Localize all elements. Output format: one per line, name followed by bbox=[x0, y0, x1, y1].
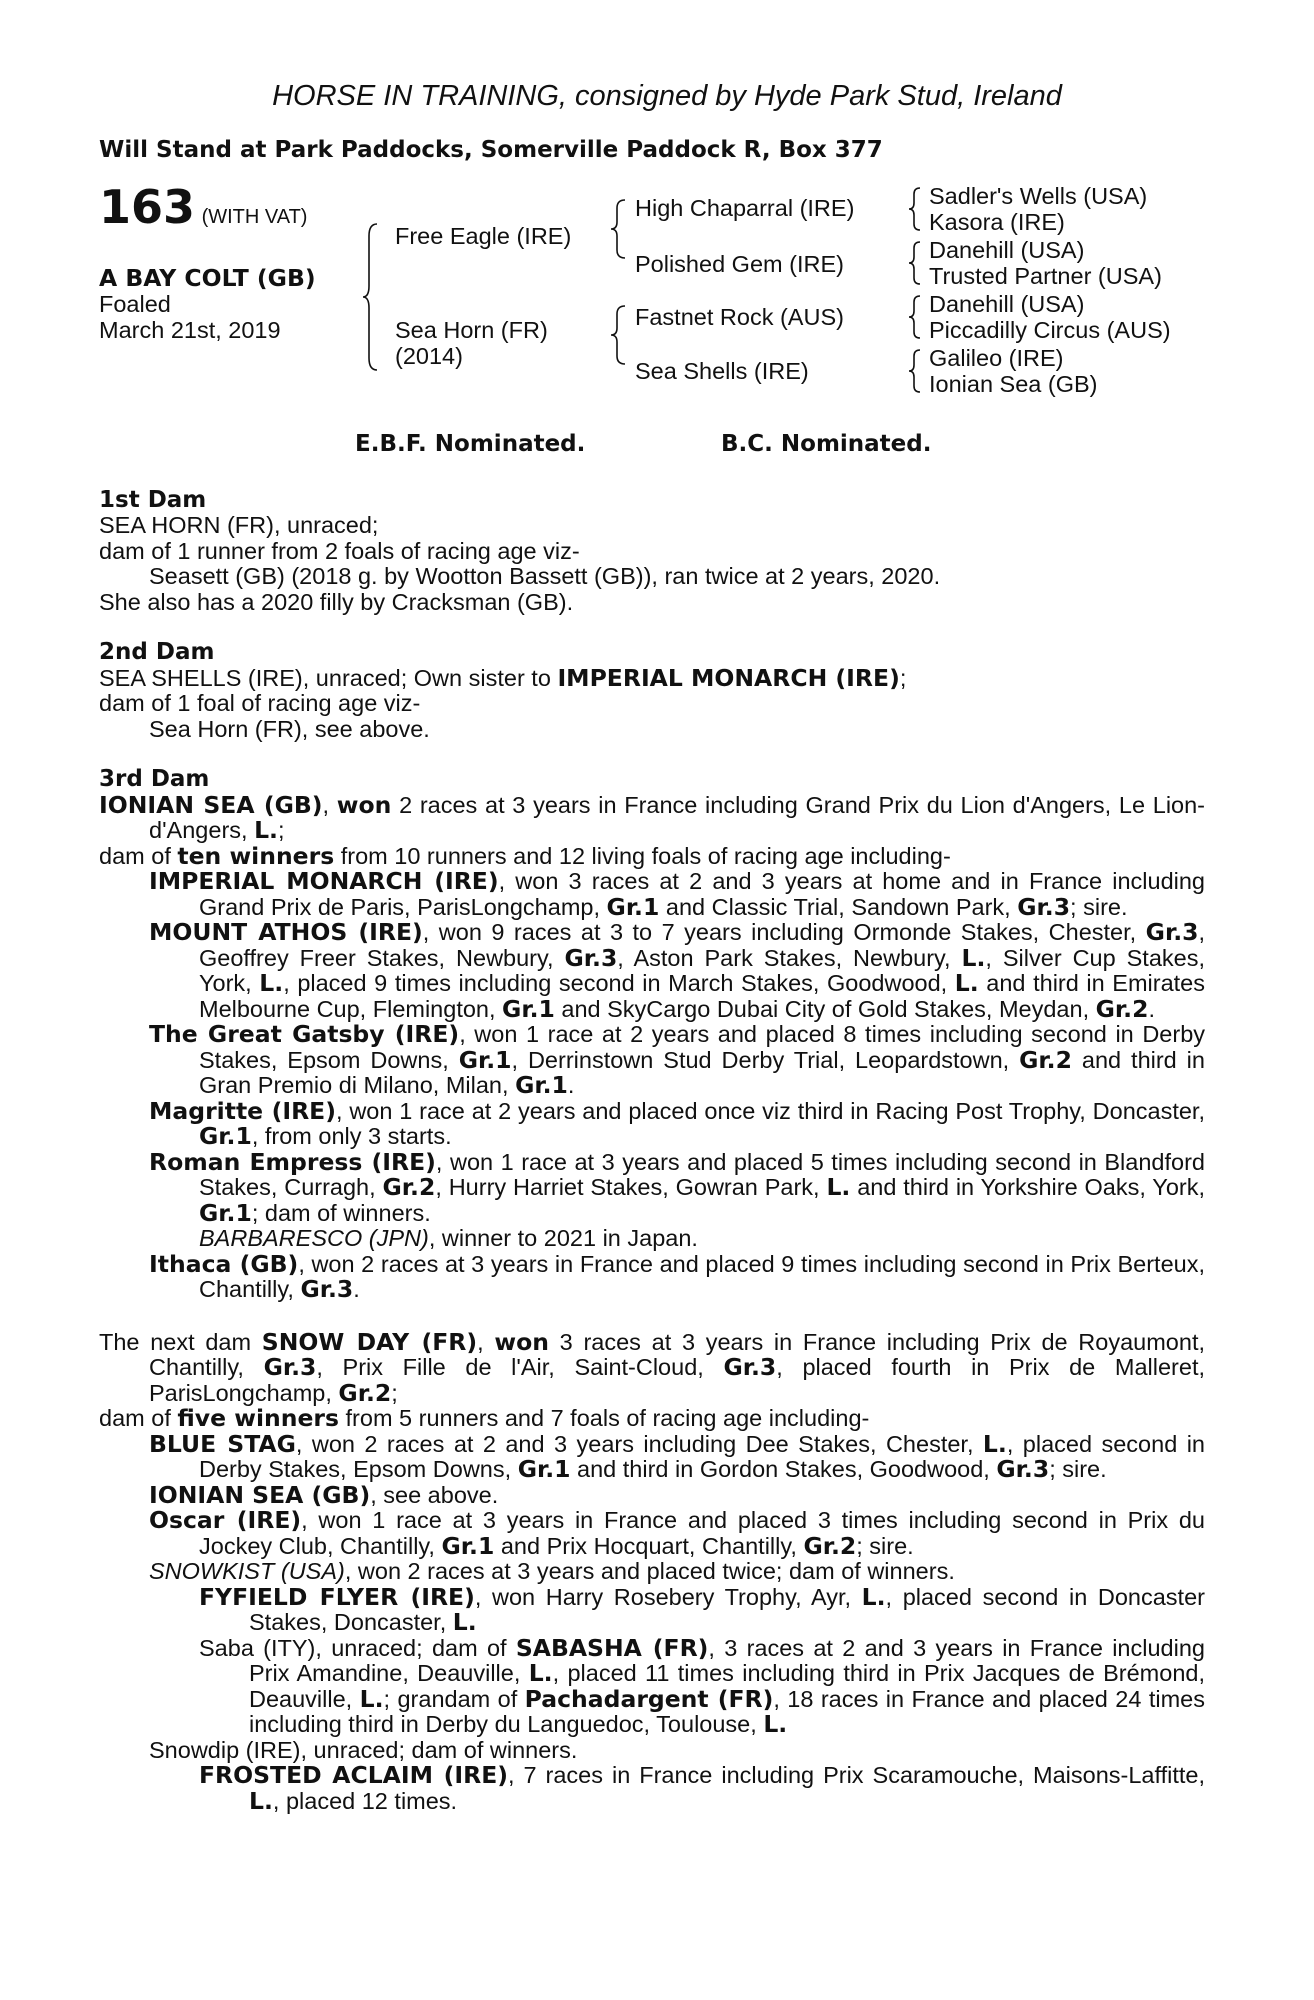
third-dam-produce bbox=[99, 841, 1205, 870]
progeny-entry bbox=[149, 1096, 1205, 1150]
grade: L. bbox=[826, 1173, 851, 1201]
text-bold: won bbox=[494, 1327, 549, 1356]
grade: Gr.1 bbox=[199, 1198, 252, 1227]
ggp-brace-3 bbox=[907, 294, 923, 340]
ggp-brace-2 bbox=[907, 240, 923, 286]
horse-name-bold: FROSTED ACLAIM (IRE) bbox=[199, 1761, 508, 1789]
second-dam-title: 2nd Dam bbox=[99, 639, 215, 665]
horse-name-bold: IONIAN SEA (GB) bbox=[99, 790, 323, 819]
grade: Gr.1 bbox=[199, 1122, 252, 1150]
foaled-date: March 21st, 2019 bbox=[99, 316, 281, 343]
ggp-6: Piccadilly Circus (AUS) bbox=[929, 316, 1171, 343]
grade: Gr.2 bbox=[382, 1173, 436, 1201]
text: , see above. bbox=[370, 1481, 499, 1508]
second-dam-line: Sea Horn (FR), see above. bbox=[149, 715, 430, 742]
grandprogeny-entry bbox=[199, 1582, 1205, 1636]
horse-name-bold: IONIAN SEA (GB) bbox=[149, 1480, 371, 1509]
grade: L. bbox=[452, 1608, 477, 1636]
text: , won 2 races at 3 years in France and placed 9 times including second in Prix Berteux, Chantilly, bbox=[199, 1250, 1205, 1302]
progeny-entry bbox=[149, 1249, 1205, 1303]
text: Saba (ITY), unraced; dam of bbox=[199, 1634, 516, 1661]
progeny-entry bbox=[149, 1480, 1205, 1509]
text: and third in Yorkshire Oaks, York, bbox=[850, 1174, 1205, 1200]
text: 3 races at 3 years in France including Prix de Royaumont, Chantilly, bbox=[149, 1328, 1205, 1380]
text: , won 1 race at 3 years in France and placed 3 times including second in Prix du Jockey Club, Chantilly, bbox=[199, 1507, 1205, 1559]
third-dam-section bbox=[99, 767, 1205, 1303]
next-dam-entry bbox=[99, 1327, 1206, 1407]
catalogue-page bbox=[99, 80, 1205, 1814]
grade: Gr.2 bbox=[1095, 994, 1149, 1023]
stand-location: Will Stand at Park Paddocks, Somerville Paddock R, Box 377 bbox=[99, 137, 883, 163]
horse-name-bold: MOUNT ATHOS (IRE) bbox=[149, 918, 423, 946]
first-dam-section bbox=[99, 488, 1205, 616]
first-dam-title: 1st Dam bbox=[99, 486, 207, 513]
text: Snowdip (IRE), unraced; dam of winners. bbox=[149, 1736, 578, 1763]
horse-name-bold: IMPERIAL MONARCH (IRE) bbox=[149, 867, 499, 895]
text: The next dam bbox=[99, 1328, 262, 1355]
text: ; sire. bbox=[1049, 1456, 1107, 1482]
vat-note: (WITH VAT) bbox=[201, 205, 308, 228]
grade: Gr.3 bbox=[996, 1455, 1050, 1483]
progeny-entry bbox=[149, 869, 1205, 920]
text: , bbox=[322, 791, 337, 818]
text: ; bbox=[277, 817, 285, 843]
progeny-offspring bbox=[199, 1226, 1205, 1252]
grade: L. bbox=[254, 816, 278, 844]
horse-name-bold: The Great Gatsby (IRE) bbox=[149, 1020, 460, 1048]
horse-name-bold: Magritte (IRE) bbox=[149, 1096, 336, 1125]
grade: Gr.3 bbox=[300, 1275, 354, 1303]
nominations bbox=[99, 432, 1205, 462]
text: , won 1 race at 2 years and placed once viz third in Racing Post Trophy, Doncaster, bbox=[335, 1097, 1205, 1124]
text: , 7 races in France including Prix Scaramouche, Maisons-Laffitte, bbox=[508, 1762, 1205, 1788]
grade: Gr.3 bbox=[564, 943, 618, 972]
text: . bbox=[567, 1072, 575, 1098]
horse-name-bold: SABASHA (FR) bbox=[515, 1633, 709, 1662]
grade: Gr.1 bbox=[515, 1071, 568, 1099]
text: , placed 12 times. bbox=[272, 1787, 458, 1814]
sire: Free Eagle (IRE) bbox=[395, 222, 572, 249]
horse-name: A BAY COLT (GB) bbox=[99, 263, 316, 292]
progeny-entry bbox=[149, 1022, 1205, 1099]
grade: Gr.1 bbox=[441, 1531, 495, 1560]
text: SEA SHELLS (IRE), unraced; Own sister to bbox=[99, 664, 558, 691]
text: , Aston Park Stakes, Newbury, bbox=[617, 944, 962, 971]
progeny-entry bbox=[149, 920, 1205, 1022]
grandprogeny-entry bbox=[199, 1633, 1205, 1738]
bc-nominated: B.C. Nominated. bbox=[721, 430, 932, 457]
dam-sire: Fastnet Rock (AUS) bbox=[635, 303, 844, 330]
ggp-1: Sadler's Wells (USA) bbox=[929, 182, 1148, 209]
text: , won 2 races at 3 years and placed twice; dam of winners. bbox=[344, 1558, 955, 1584]
text: , placed second in Derby Stakes, Epsom Downs, bbox=[199, 1430, 1205, 1482]
grade: L. bbox=[259, 969, 284, 997]
text: , placed 11 times including third in Prix Jacques de Brémond, Deauville, bbox=[249, 1660, 1205, 1712]
grade: L. bbox=[763, 1710, 788, 1738]
second-dam-line bbox=[99, 663, 1205, 692]
ebf-nominated: E.B.F. Nominated. bbox=[355, 430, 586, 457]
text: from 10 runners and 12 living foals of racing age including- bbox=[334, 842, 951, 869]
horse-name-italic: BARBARESCO (JPN) bbox=[199, 1225, 429, 1251]
text: , placed 9 times including second in March Stakes, Goodwood, bbox=[283, 970, 955, 996]
text: , placed fourth in Prix de Malleret, ParisLongchamp, bbox=[149, 1354, 1206, 1406]
text: 2 races at 3 years in France including Grand Prix du Lion d'Angers, Le Lion-d'Angers, bbox=[149, 791, 1205, 843]
grade: Gr.2 bbox=[803, 1531, 857, 1560]
grade: L. bbox=[359, 1684, 384, 1713]
progeny-entry bbox=[149, 1147, 1205, 1227]
page-title: HORSE IN TRAINING, consigned by Hyde Park Stud, Ireland bbox=[272, 80, 1062, 112]
pedigree-block bbox=[99, 179, 1205, 432]
third-dam-entry bbox=[99, 790, 1205, 844]
text: . bbox=[1148, 995, 1155, 1022]
text: . bbox=[353, 1276, 360, 1302]
sire-sire: High Chaparral (IRE) bbox=[635, 194, 855, 221]
lot-heading bbox=[99, 179, 308, 234]
first-dam-line: She also has a 2020 filly by Cracksman (GB). bbox=[99, 588, 574, 615]
ggp-4: Trusted Partner (USA) bbox=[929, 262, 1162, 289]
grade: L. bbox=[528, 1659, 553, 1687]
grade: L. bbox=[961, 943, 986, 972]
grade: Gr.1 bbox=[502, 994, 555, 1023]
ggp-8: Ionian Sea (GB) bbox=[929, 370, 1098, 397]
ggp-brace-1 bbox=[907, 186, 923, 232]
text: , placed second in Doncaster Stakes, Doncaster, bbox=[249, 1583, 1205, 1635]
sire-dam: Polished Gem (IRE) bbox=[635, 250, 844, 277]
text-bold: ten winners bbox=[177, 841, 335, 870]
horse-name-bold: SNOW DAY (FR) bbox=[261, 1327, 478, 1356]
third-dam-title: 3rd Dam bbox=[99, 766, 210, 792]
text: , 3 races at 2 and 3 years in France including Prix Amandine, Deauville, bbox=[249, 1634, 1205, 1686]
text-bold: five winners bbox=[177, 1404, 339, 1432]
progeny-entry bbox=[149, 1738, 1205, 1764]
main-brace bbox=[361, 222, 381, 372]
grade: Gr.2 bbox=[1019, 1045, 1072, 1074]
text: , winner to 2021 in Japan. bbox=[428, 1225, 698, 1251]
text: ; sire. bbox=[856, 1532, 914, 1559]
first-dam-line: Seasett (GB) (2018 g. by Wootton Bassett (GB)), ran twice at 2 years, 2020. bbox=[149, 563, 941, 589]
grade: Gr.1 bbox=[606, 892, 660, 921]
progeny-entry bbox=[149, 1559, 1205, 1585]
text: , Prix Fille de l'Air, Saint-Cloud, bbox=[316, 1354, 724, 1380]
text: , Geoffrey Freer Stakes, Newbury, bbox=[199, 919, 1206, 971]
lot-number: 163 bbox=[99, 179, 196, 234]
grade: Gr.2 bbox=[338, 1378, 392, 1407]
text: , won 9 races at 3 to 7 years including Ormonde Stakes, Chester, bbox=[422, 919, 1146, 945]
horse-name-bold: FYFIELD FLYER (IRE) bbox=[199, 1582, 475, 1611]
ggp-3: Danehill (USA) bbox=[929, 236, 1085, 263]
text: dam of bbox=[99, 1405, 178, 1431]
text: , from only 3 starts. bbox=[251, 1123, 452, 1149]
text-bold: won bbox=[336, 790, 392, 819]
grade: Gr.1 bbox=[458, 1045, 512, 1074]
horse-name-bold: Roman Empress (IRE) bbox=[149, 1147, 436, 1176]
horse-name-bold: Ithaca (GB) bbox=[149, 1249, 299, 1278]
progeny-entry bbox=[149, 1508, 1205, 1559]
grade: L. bbox=[861, 1582, 886, 1611]
grade: Gr.3 bbox=[263, 1353, 317, 1381]
horse-name-bold: Oscar (IRE) bbox=[149, 1506, 302, 1534]
text: and Prix Hocquart, Chantilly, bbox=[494, 1532, 804, 1559]
second-dam-line: dam of 1 foal of racing age viz- bbox=[99, 690, 421, 716]
dam-year: (2014) bbox=[395, 342, 463, 369]
horse-name-bold: IMPERIAL MONARCH (IRE) bbox=[557, 663, 900, 692]
grade: L. bbox=[954, 969, 979, 997]
dam-dam: Sea Shells (IRE) bbox=[635, 357, 809, 384]
text: , 18 races in France and placed 24 times including third in Derby du Languedoc, Toulouse, bbox=[249, 1685, 1205, 1737]
text: , won 2 races at 2 and 3 years including Dee Stakes, Chester, bbox=[295, 1430, 983, 1457]
text: ; bbox=[391, 1379, 398, 1406]
text: ; grandam of bbox=[383, 1685, 525, 1712]
grade: Gr.3 bbox=[723, 1353, 777, 1381]
text: , won 1 race at 2 years and placed 8 times including second in Derby Stakes, Epsom Downs, bbox=[199, 1021, 1206, 1073]
text: ; dam of winners. bbox=[251, 1199, 431, 1226]
horse-name-bold: BLUE STAG bbox=[149, 1429, 296, 1458]
first-dam-line: dam of 1 runner from 2 foals of racing age viz- bbox=[99, 537, 580, 564]
text: , won Harry Rosebery Trophy, Ayr, bbox=[474, 1583, 862, 1610]
progeny-entry bbox=[149, 1429, 1205, 1483]
ggp-2: Kasora (IRE) bbox=[929, 208, 1065, 235]
text: and Classic Trial, Sandown Park, bbox=[659, 893, 1018, 920]
text: , won 1 race at 3 years and placed 5 times including second in Blandford Stakes, Curragh, bbox=[199, 1148, 1205, 1200]
horse-name-bold: Pachadargent (FR) bbox=[524, 1684, 774, 1713]
second-dam-section bbox=[99, 640, 1205, 742]
horse-name-italic: SNOWKIST (USA) bbox=[149, 1558, 345, 1584]
text: , Silver Cup Stakes, York, bbox=[199, 944, 1206, 996]
grandprogeny-entry bbox=[199, 1763, 1205, 1814]
ggp-5: Danehill (USA) bbox=[929, 290, 1085, 317]
text: , bbox=[477, 1328, 495, 1355]
foaled-label: Foaled bbox=[99, 290, 171, 317]
dam: Sea Horn (FR) bbox=[395, 316, 548, 343]
grade: L. bbox=[982, 1429, 1007, 1458]
grade: Gr.3 bbox=[1145, 918, 1199, 946]
ggp-7: Galileo (IRE) bbox=[929, 344, 1064, 371]
text: and third in Gordon Stakes, Goodwood, bbox=[570, 1456, 997, 1482]
grade: Gr.1 bbox=[517, 1455, 571, 1483]
ggp-brace-4 bbox=[907, 348, 923, 394]
text: dam of bbox=[99, 842, 178, 869]
text: , Derrinstown Stud Derby Trial, Leopardstown, bbox=[511, 1046, 1020, 1073]
next-dam-section bbox=[99, 1327, 1206, 1815]
next-dam-produce bbox=[99, 1406, 1205, 1432]
text: , won 3 races at 2 and 3 years at home and in France including Grand Prix de Paris, ParisLongchamp, bbox=[199, 868, 1205, 920]
text: ; sire. bbox=[1070, 893, 1128, 920]
text: and third in Emirates Melbourne Cup, Flemington, bbox=[199, 970, 1205, 1022]
first-dam-line: SEA HORN (FR), unraced; bbox=[99, 512, 379, 538]
text: and SkyCargo Dubai City of Gold Stakes, Meydan, bbox=[554, 995, 1096, 1022]
dam-brace bbox=[609, 304, 629, 366]
grade: Gr.3 bbox=[1017, 892, 1071, 921]
text: , Hurry Harriet Stakes, Gowran Park, bbox=[435, 1174, 827, 1200]
text: and third in Gran Premio di Milano, Milan, bbox=[199, 1046, 1205, 1098]
grade: L. bbox=[249, 1786, 273, 1815]
text: ; bbox=[899, 664, 907, 691]
sire-brace bbox=[609, 198, 629, 260]
text: from 5 runners and 7 foals of racing age including- bbox=[338, 1405, 870, 1431]
